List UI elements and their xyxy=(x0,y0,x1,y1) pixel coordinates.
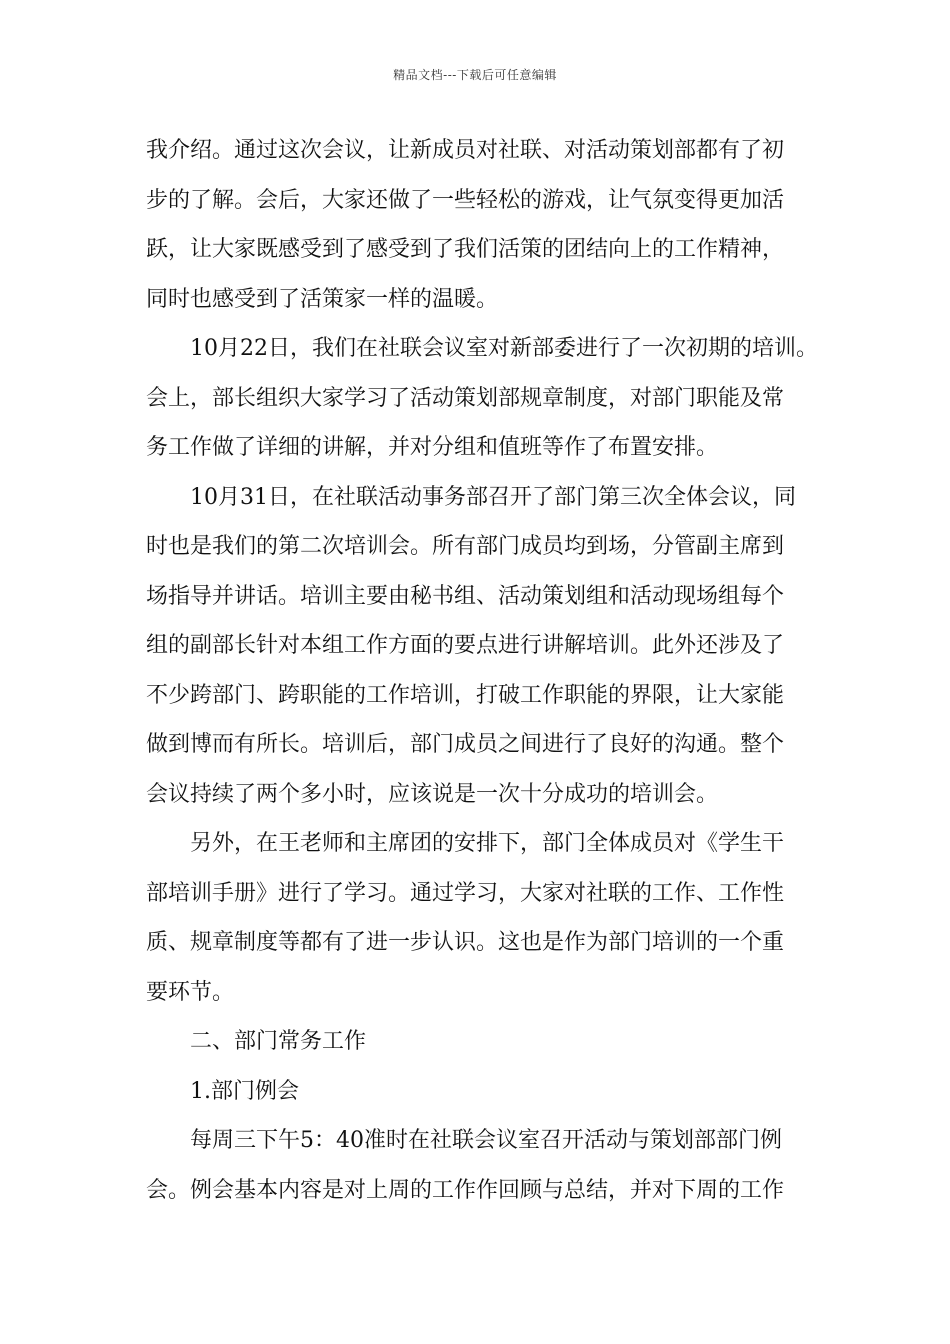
subsection-heading xyxy=(146,1067,808,1117)
paragraph-5 xyxy=(146,1116,808,1215)
text-line: 二、部门常务工作 xyxy=(190,1029,367,1054)
text-line: 会上，部长组织大家学习了活动策划部规章制度，对部门职能及常 xyxy=(146,385,785,411)
text-line: 质、规章制度等都有了进一步认识。这也是作为部门培训的一个重 xyxy=(146,930,785,955)
text-line: 10月22日，我们在社联会议室对新部委进行了一次初期的培训。 xyxy=(190,336,818,361)
text-line: 部培训手册》进行了学习。通过学习，大家对社联的工作、工作性 xyxy=(146,880,785,906)
paragraph-3 xyxy=(146,473,808,820)
text-line: 1.部门例会 xyxy=(190,1078,299,1104)
text-line: 跃，让大家既感受到了感受到了我们活策的团结向上的工作精神， xyxy=(146,237,785,262)
text-line: 组的副部长针对本组工作方面的要点进行讲解培训。此外还涉及了 xyxy=(146,633,785,658)
text-line: 我介绍。通过这次会议，让新成员对社联、对活动策划部都有了初 xyxy=(146,138,785,163)
text-line: 另外，在王老师和主席团的安排下，部门全体成员对《学生干 xyxy=(190,831,785,856)
section-heading xyxy=(146,1017,808,1067)
text-line: 会议持续了两个多小时，应该说是一次十分成功的培训会。 xyxy=(146,781,719,807)
text-line: 同时也感受到了活策家一样的温暖。 xyxy=(146,286,499,312)
paragraph-1 xyxy=(146,126,808,324)
text-line: 务工作做了详细的讲解，并对分组和值班等作了布置安排。 xyxy=(146,435,719,460)
paragraph-2 xyxy=(146,324,818,473)
text-line: 做到博而有所长。培训后，部门成员之间进行了良好的沟通。整个 xyxy=(146,732,785,757)
text-line: 步的了解。会后，大家还做了一些轻松的游戏，让气氛变得更加活 xyxy=(146,187,785,213)
text-line: 要环节。 xyxy=(146,979,235,1005)
page-header: 精品文档---下载后可任意编辑 xyxy=(393,68,557,82)
document-body xyxy=(146,126,818,1215)
text-line: 每周三下午5：40准时在社联会议室召开活动与策划部部门例 xyxy=(190,1128,782,1153)
text-line: 会。例会基本内容是对上周的工作作回顾与总结，并对下周的工作 xyxy=(146,1177,785,1203)
text-line: 不少跨部门、跨职能的工作培训，打破工作职能的界限，让大家能 xyxy=(146,682,785,708)
paragraph-4 xyxy=(146,819,808,1017)
text-line: 时也是我们的第二次培训会。所有部门成员均到场，分管副主席到 xyxy=(146,534,785,559)
text-line: 10月31日，在社联活动事务部召开了部门第三次全体会议，同 xyxy=(190,484,796,510)
text-line: 场指导并讲话。培训主要由秘书组、活动策划组和活动现场组每个 xyxy=(146,583,785,609)
